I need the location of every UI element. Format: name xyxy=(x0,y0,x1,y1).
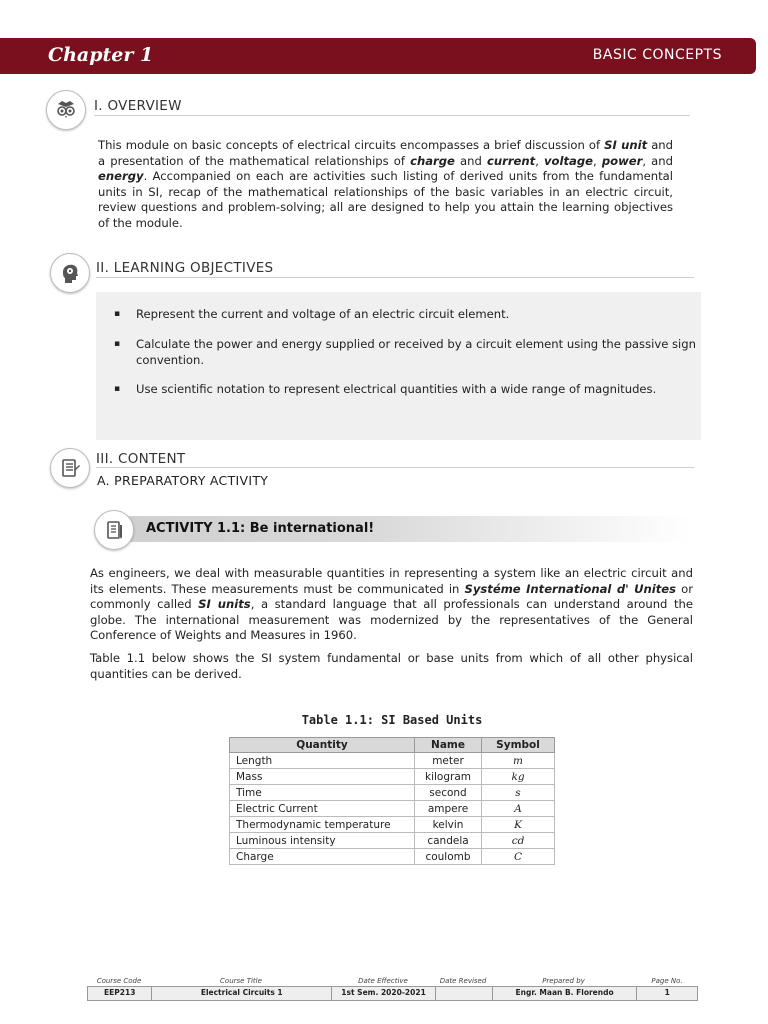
footer-value: Engr. Maan B. Florendo xyxy=(493,987,638,1000)
table-caption: Table 1.1: SI Based Units xyxy=(301,713,483,727)
section-title-content: III. CONTENT xyxy=(96,451,186,467)
table-header-row xyxy=(230,738,555,753)
footer-label: Course Title xyxy=(220,977,262,985)
table-row xyxy=(230,801,555,817)
table-cell: Mass xyxy=(230,769,415,785)
footer-value: 1st Sem. 2020-2021 xyxy=(332,987,436,1000)
table-cell: Thermodynamic temperature xyxy=(230,817,415,833)
footer-value: EEP213 xyxy=(88,987,152,1000)
footer-label: Date Revised xyxy=(439,977,487,985)
footer-value: Electrical Circuits 1 xyxy=(152,987,332,1000)
footer-value xyxy=(436,987,493,1000)
footer-value: 1 xyxy=(664,988,670,997)
table-cell: K xyxy=(482,817,555,833)
table-cell: Electric Current xyxy=(230,801,415,817)
table-cell: Luminous intensity xyxy=(230,833,415,849)
footer-label: Page No. xyxy=(651,977,683,985)
table-cell: coulomb xyxy=(415,849,482,865)
section-title-overview: I. OVERVIEW xyxy=(94,98,182,114)
table-cell: Length xyxy=(230,753,415,769)
chapter-label: Chapter 1 xyxy=(48,44,154,66)
si-units-table xyxy=(229,737,555,865)
column-header: Name xyxy=(415,738,482,753)
content-paragraph: Table 1.1 below shows the SI system fundamental or base units from which of all other physical quantities can be derived. xyxy=(90,651,693,681)
footer-label: Date Effective xyxy=(358,977,408,985)
document-icon xyxy=(50,448,90,488)
section-title-objectives: II. LEARNING OBJECTIVES xyxy=(96,260,274,276)
table-cell: Charge xyxy=(230,849,415,865)
table-cell: ampere xyxy=(415,801,482,817)
table-cell: kilogram xyxy=(415,769,482,785)
table-cell: kg xyxy=(482,769,555,785)
objectives-box xyxy=(96,292,701,440)
section-divider xyxy=(96,277,694,278)
table-cell: candela xyxy=(415,833,482,849)
objective-item: ▪ Use scientific notation to represent electrical quantities with a wide range of magnitudes. xyxy=(114,382,696,398)
footer-label: Prepared by xyxy=(542,977,585,985)
table-cell: cd xyxy=(482,833,555,849)
table-row xyxy=(230,785,555,801)
table-row xyxy=(230,769,555,785)
subheading-preparatory: A. PREPARATORY ACTIVITY xyxy=(97,473,269,488)
notebook-icon xyxy=(94,510,134,550)
table-cell: Time xyxy=(230,785,415,801)
brain-head-icon xyxy=(50,253,90,293)
table-row xyxy=(230,849,555,865)
column-header: Quantity xyxy=(230,738,415,753)
table-cell: kelvin xyxy=(415,817,482,833)
owl-icon xyxy=(46,90,86,130)
table-cell: C xyxy=(482,849,555,865)
table-cell: A xyxy=(482,801,555,817)
document-footer xyxy=(87,975,698,1001)
table-cell: meter xyxy=(415,753,482,769)
table-cell: second xyxy=(415,785,482,801)
table-row xyxy=(230,753,555,769)
table-cell: s xyxy=(482,785,555,801)
footer-label: Course Code xyxy=(96,977,142,985)
overview-paragraph: This module on basic concepts of electrical circuits encompasses a brief discussion of SI unit and a presentation of the mathematical relationships of charge and current, voltage, power, and energy. Accompanied on each are activities such listing of derived units from the fundamental units in SI, recap of the mathematical relationships of the basic variables in an electric circuit, review questions and problem-solving; all are designed to help you attain the learning objectives of the module. xyxy=(98,138,674,230)
section-divider xyxy=(94,115,690,116)
objective-item: ▪ Represent the current and voltage of an electric circuit element. xyxy=(114,307,696,323)
table-cell: m xyxy=(482,753,555,769)
chapter-topic: BASIC CONCEPTS xyxy=(592,47,722,63)
table-row xyxy=(230,817,555,833)
content-paragraph: As engineers, we deal with measurable quantities in representing a system like an electric circuit and its elements. These measurements must be communicated in Systéme International d' Unites or commonly called SI units, a standard language that all professionals can understand around the globe. The international measurement was modernized by the representatives of the General Conference of Weights and Measures in 1960. xyxy=(90,566,694,642)
footer-values xyxy=(87,986,698,1001)
section-divider xyxy=(96,467,694,468)
table-row xyxy=(230,833,555,849)
objective-item: ▪ Calculate the power and energy supplied or received by a circuit element using the passive sign convention. xyxy=(114,337,696,368)
activity-title: ACTIVITY 1.1: Be international! xyxy=(146,521,375,536)
footer-labels xyxy=(87,975,698,986)
column-header: Symbol xyxy=(482,738,555,753)
